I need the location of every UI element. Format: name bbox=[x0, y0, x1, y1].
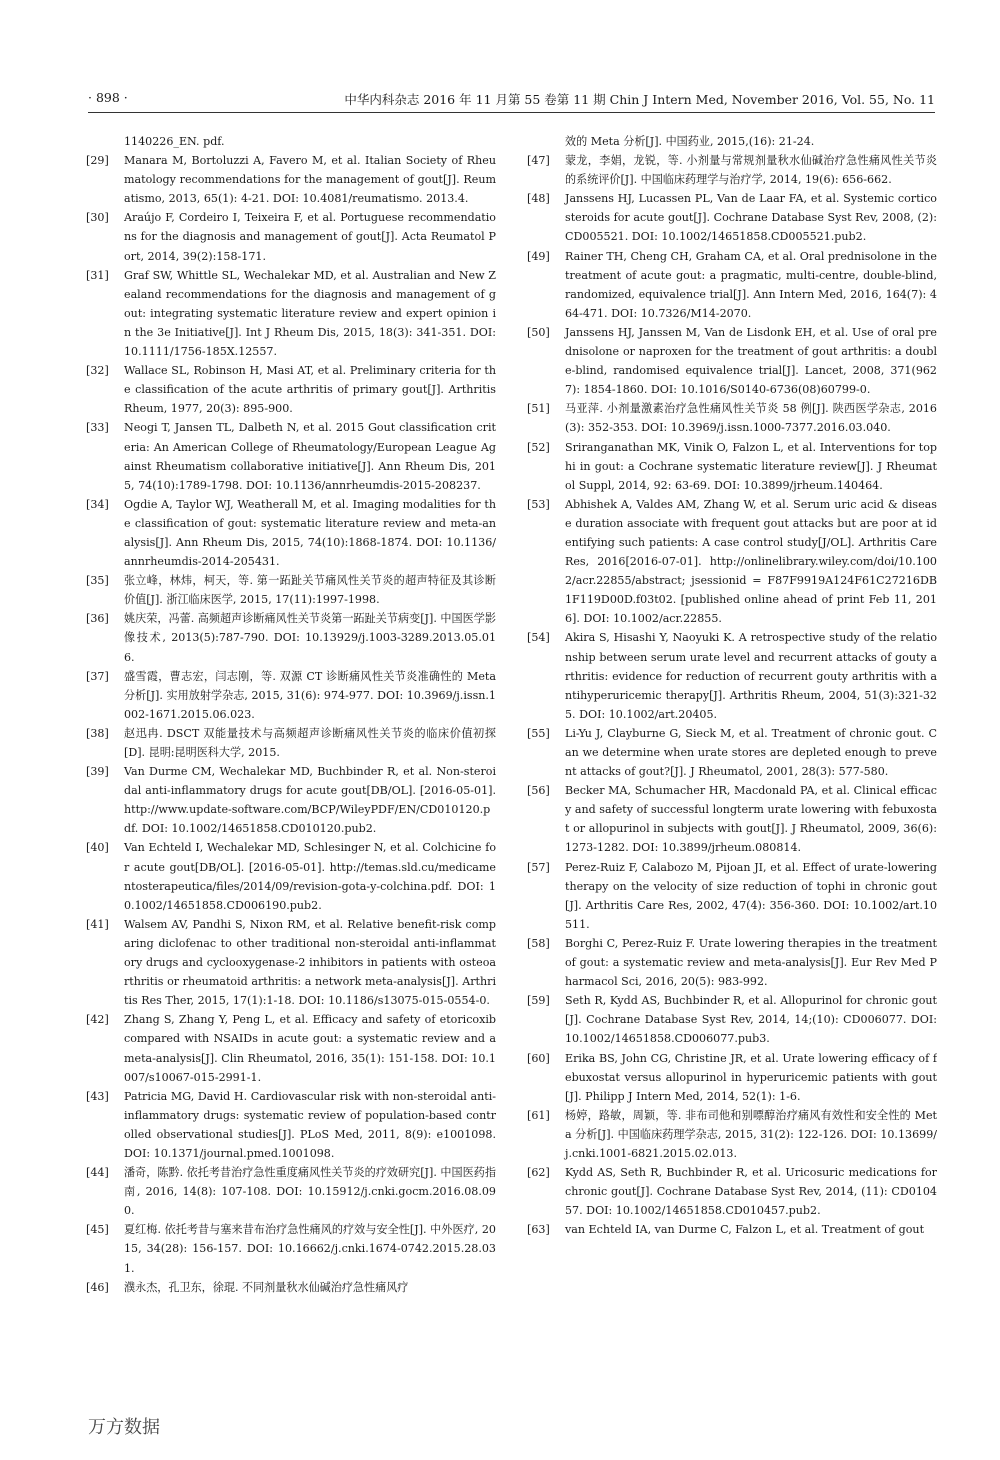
reference-number: [48] bbox=[527, 192, 550, 206]
reference-text: 赵迅冉. DSCT 双能量技术与高频超声诊断痛风性关节炎的临床价值初探[D]. 昆明:昆明医科大学, 2015. bbox=[124, 726, 496, 759]
reference-number: [34] bbox=[86, 497, 109, 511]
reference-item bbox=[527, 399, 937, 437]
reference-item bbox=[86, 1278, 496, 1297]
reference-number: [53] bbox=[527, 497, 550, 511]
reference-text: Seth R, Kydd AS, Buchbinder R, et al. Allopurinol for chronic gout[J]. Cochrane Database Syst Rev, 2014, 14;(10): CD006077. DOI: 10.1002/14651858.CD006077.pub3. bbox=[565, 994, 937, 1046]
reference-item bbox=[86, 208, 496, 265]
reference-text: 蒙龙，李娟，龙锐，等. 小剂量与常规剂量秋水仙碱治疗急性痛风性关节炎的系统评价[J]. 中国临床药理学与治疗学, 2014, 19(6): 656-662. bbox=[565, 154, 937, 187]
journal-citation-header: 中华内科杂志 2016 年 11 月第 55 卷第 11 期 Chin J Intern Med, November 2016, Vol. 55, No. 11 bbox=[344, 92, 935, 107]
left-reference-column bbox=[86, 132, 496, 1382]
reference-item bbox=[527, 724, 937, 781]
reference-text: Ogdie A, Taylor WJ, Weatherall M, et al. Imaging modalities for the classification of gout: systematic literature review and meta-analysis[J]. Ann Rheum Dis, 2015, 74(10):1868-1874. DOI: 10.1136/annrheumdis-2014-205431. bbox=[124, 497, 496, 569]
reference-text: Kydd AS, Seth R, Buchbinder R, et al. Uricosuric medications for chronic gout[J]. Cochrane Database Syst Rev, 2014, (11): CD010457. DOI: 10.1002/14651858.CD010457.pub2. bbox=[565, 1166, 937, 1218]
reference-text: 夏红梅. 依托考昔与塞来昔布治疗急性痛风的疗效与安全性[J]. 中外医疗, 2015, 34(28): 156-157. DOI: 10.16662/j.cnki.1674-0742.2015.28.031. bbox=[124, 1223, 496, 1275]
reference-text: Becker MA, Schumacher HR, Macdonald PA, et al. Clinical efficacy and safety of successful longterm urate lowering with febuxostat or allopurinol in subjects with gout[J]. J Rheumatol, 2009, 36(6): 1273-1282. DOI: 10.3899/jrheum.080814. bbox=[565, 784, 937, 855]
right-reference-column bbox=[527, 132, 937, 1382]
page-header bbox=[88, 90, 935, 112]
reference-number: [29] bbox=[86, 154, 109, 168]
reference-number: [45] bbox=[86, 1223, 109, 1237]
reference-item bbox=[527, 991, 937, 1048]
reference-text: Janssens HJ, Janssen M, Van de Lisdonk EH, et al. Use of oral prednisolone or naproxen for the treatment of gout arthritis: a double-blind, randomised equivalence trial[J]. Lancet, 2008, 371(9627): 1854-1860. DOI: 10.1016/S0140-6736(08)60799-0. bbox=[565, 325, 937, 397]
reference-text: Graf SW, Whittle SL, Wechalekar MD, et al. Australian and New Zealand recommendations for the diagnosis and management of gout: integrating systematic literature review and expert opinion in the 3e Initiative[J]. Int J Rheum Dis, 2015, 18(3): 341-351. DOI: 10.1111/1756-185X.12557. bbox=[124, 268, 496, 359]
reference-item bbox=[527, 1106, 937, 1163]
reference-text: Perez-Ruiz F, Calabozo M, Pijoan JI, et al. Effect of urate-lowering therapy on the velocity of size reduction of tophi in chronic gout[J]. Arthritis Care Res, 2002, 47(4): 356-360. DOI: 10.1002/art.10511. bbox=[565, 860, 937, 931]
reference-item bbox=[527, 628, 937, 723]
reference-item bbox=[86, 838, 496, 914]
reference-number: [33] bbox=[86, 421, 109, 435]
reference-number: [58] bbox=[527, 936, 550, 950]
reference-text: Akira S, Hisashi Y, Naoyuki K. A retrospective study of the relationship between serum urate level and recurrent attacks of gouty arthritis: evidence for reduction of recurrent gouty arthritis with antihyperuricemic therapy[J]. Arthritis Rheum, 2004, 51(3):321-325. DOI: 10.1002/art.20405. bbox=[565, 631, 937, 721]
reference-number: [54] bbox=[527, 631, 550, 645]
reference-item bbox=[86, 418, 496, 494]
reference-number: [32] bbox=[86, 364, 109, 378]
reference-item bbox=[86, 1087, 496, 1163]
reference-number: [62] bbox=[527, 1166, 550, 1180]
reference-text: Patricia MG, David H. Cardiovascular risk with non-steroidal anti-inflammatory drugs: systematic review of population-based controlled observational studies[J]. PLoS Med, 2011, 8(9): e1001098. DOI: 10.1371/journal.pmed.1001098. bbox=[124, 1089, 496, 1160]
reference-item bbox=[86, 266, 496, 361]
reference-text: 杨婷，路敏，周颖，等. 非布司他和别嘌醇治疗痛风有效性和安全性的 Meta 分析[J]. 中国临床药理学杂志, 2015, 31(2): 122-126. DOI: 10.13699/j.cnki.1001-6821.2015.02.013. bbox=[565, 1108, 937, 1160]
wanfang-watermark: 万方数据 bbox=[88, 1417, 160, 1438]
reference-item bbox=[86, 571, 496, 609]
reference-continuation: 1140226_EN. pdf. bbox=[124, 135, 225, 148]
reference-continuation: 效的 Meta 分析[J]. 中国药业, 2015,(16): 21-24. bbox=[565, 135, 815, 148]
reference-number: [57] bbox=[527, 860, 550, 874]
reference-item bbox=[527, 858, 937, 934]
reference-number: [52] bbox=[527, 440, 550, 454]
reference-number: [60] bbox=[527, 1051, 550, 1065]
reference-item bbox=[527, 189, 937, 246]
reference-number: [42] bbox=[86, 1013, 109, 1027]
reference-text: Janssens HJ, Lucassen PL, Van de Laar FA, et al. Systemic corticosteroids for acute gout[J]. Cochrane Database Syst Rev, 2008, (2): CD005521. DOI: 10.1002/14651858.CD005521.pub2. bbox=[565, 192, 937, 244]
reference-item bbox=[527, 1220, 937, 1239]
reference-number: [50] bbox=[527, 325, 550, 339]
reference-item bbox=[527, 247, 937, 323]
reference-text: Araújo F, Cordeiro I, Teixeira F, et al. Portuguese recommendations for the diagnosis and management of gout[J]. Acta Reumatol Port, 2014, 39(2):158-171. bbox=[124, 211, 496, 263]
reference-item bbox=[86, 915, 496, 1010]
reference-item bbox=[86, 762, 496, 838]
reference-text: Manara M, Bortoluzzi A, Favero M, et al. Italian Society of Rheumatology recommendations for the management of gout[J]. Reumatismo, 2013, 65(1): 4-21. DOI: 10.4081/reumatismo. 2013.4. bbox=[124, 154, 496, 206]
reference-item bbox=[86, 495, 496, 571]
reference-text: Sriranganathan MK, Vinik O, Falzon L, et al. Interventions for tophi in gout: a Cochrane systematic literature review[J]. J Rheumatol Suppl, 2014, 92: 63-69. DOI: 10.3899/jrheum.140464. bbox=[565, 440, 937, 492]
reference-item bbox=[86, 609, 496, 666]
reference-item bbox=[86, 361, 496, 418]
reference-number: [39] bbox=[86, 765, 109, 779]
reference-text: Van Durme CM, Wechalekar MD, Buchbinder R, et al. Non-steroidal anti-inflammatory drugs for acute gout[DB/OL]. [2016-05-01]. http://www.update-software.com/BCP/WileyPDF/EN/CD010120.pdf. DOI: 10.1002/14651858.CD010120.pub2. bbox=[124, 765, 496, 836]
reference-number: [49] bbox=[527, 249, 550, 263]
reference-number: [41] bbox=[86, 917, 109, 931]
page-number: · 898 · bbox=[88, 90, 128, 105]
reference-item bbox=[527, 495, 937, 629]
reference-number: [63] bbox=[527, 1223, 550, 1237]
reference-number: [51] bbox=[527, 402, 550, 416]
reference-number: [38] bbox=[86, 726, 109, 740]
reference-number: [30] bbox=[86, 211, 109, 225]
reference-text: van Echteld IA, van Durme C, Falzon L, et al. Treatment of gout bbox=[565, 1223, 925, 1237]
reference-number: [47] bbox=[527, 154, 550, 168]
reference-number: [59] bbox=[527, 994, 550, 1008]
reference-text: Neogi T, Jansen TL, Dalbeth N, et al. 2015 Gout classification criteria: An American College of Rheumatology/European League Against Rheumatism collaborative initiative[J]. Ann Rheum Dis, 2015, 74(10):1789-1798. DOI: 10.1136/annrheumdis-2015-208237. bbox=[124, 421, 496, 492]
reference-item bbox=[86, 1220, 496, 1277]
reference-number: [56] bbox=[527, 784, 550, 798]
reference-text: Abhishek A, Valdes AM, Zhang W, et al. Serum uric acid & disease duration associate with frequent gout attacks but are poor at identifying such patients: A case control study[J/OL]. Arthritis Care Res, 2016[2016-07-01]. http://onlinelibrary.wiley.com/doi/10.1002/acr.22855/abstract; jsessionid = F87F9919A124F61C27216DB1F119D00D.f03t02. [published online ahead of print Feb 11, 2016]. DOI: 10.1002/acr.22855. bbox=[565, 497, 937, 626]
reference-text: 盛雪霞，曹志宏，闫志刚，等. 双源 CT 诊断痛风性关节炎准确性的 Meta 分析[J]. 实用放射学杂志, 2015, 31(6): 974-977. DOI: 10.3969/j.issn.1002-1671.2015.06.023. bbox=[124, 669, 496, 721]
reference-text: Wallace SL, Robinson H, Masi AT, et al. Preliminary criteria for the classification of the acute arthritis of primary gout[J]. Arthritis Rheum, 1977, 20(3): 895-900. bbox=[124, 364, 496, 416]
reference-number: [43] bbox=[86, 1089, 109, 1103]
reference-text: 张立峰，林炜，柯天，等. 第一跖趾关节痛风性关节炎的超声特征及其诊断价值[J]. 浙江临床医学, 2015, 17(11):1997-1998. bbox=[124, 574, 496, 607]
reference-text: 马亚萍. 小剂量激素治疗急性痛风性关节炎 58 例[J]. 陕西医学杂志, 2016(3): 352-353. DOI: 10.3969/j.issn.1000-7377.2016.03.040. bbox=[565, 402, 937, 435]
reference-item bbox=[86, 1010, 496, 1086]
reference-text: Walsem AV, Pandhi S, Nixon RM, et al. Relative benefit-risk comparing diclofenac to other traditional non-steroidal anti-inflammatory drugs and cyclooxygenase-2 inhibitors in patients with osteoarthritis or rheumatoid arthritis: a network meta-analysis[J]. Arthritis Res Ther, 2015, 17(1):1-18. DOI: 10.1186/s13075-015-0554-0. bbox=[124, 917, 496, 1008]
reference-number: [40] bbox=[86, 841, 109, 855]
reference-number: [46] bbox=[86, 1280, 109, 1294]
reference-item bbox=[527, 1049, 937, 1106]
reference-item bbox=[86, 667, 496, 724]
reference-item bbox=[86, 1163, 496, 1220]
reference-text: 潘奇，陈黔. 依托考昔治疗急性重度痛风性关节炎的疗效研究[J]. 中国医药指南, 2016, 14(8): 107-108. DOI: 10.15912/j.cnki.gocm.2016.08.090. bbox=[124, 1166, 496, 1218]
reference-item bbox=[527, 781, 937, 857]
reference-number: [37] bbox=[86, 669, 109, 683]
reference-item bbox=[86, 724, 496, 762]
reference-number: [44] bbox=[86, 1166, 109, 1180]
reference-text: Erika BS, John CG, Christine JR, et al. Urate lowering efficacy of febuxostat versus allopurinol in hyperuricemic patients with gout[J]. Philipp J Intern Med, 2014, 52(1): 1-6. bbox=[565, 1051, 937, 1103]
reference-number: [31] bbox=[86, 268, 109, 282]
reference-item bbox=[527, 1163, 937, 1220]
reference-item bbox=[527, 151, 937, 189]
reference-text: Van Echteld I, Wechalekar MD, Schlesinger N, et al. Colchicine for acute gout[DB/OL]. [2016-05-01]. http://temas.sld.cu/medicamentosterapeutica/files/2014/09/revision-gota-y-colchina.pdf. DOI: 10.1002/14651858.CD006190.pub2. bbox=[124, 841, 496, 912]
reference-item bbox=[527, 323, 937, 399]
reference-number: [35] bbox=[86, 574, 109, 588]
header-rule bbox=[88, 112, 935, 113]
reference-item bbox=[86, 151, 496, 208]
reference-item bbox=[527, 934, 937, 991]
reference-text: 濮永杰，孔卫东，徐琨. 不同剂量秋水仙碱治疗急性痛风疗 bbox=[124, 1280, 409, 1294]
reference-number: [36] bbox=[86, 612, 109, 626]
reference-number: [55] bbox=[527, 726, 550, 740]
reference-item bbox=[527, 438, 937, 495]
reference-text: Zhang S, Zhang Y, Peng L, et al. Efficacy and safety of etoricoxib compared with NSAIDs in acute gout: a systematic review and a meta-analysis[J]. Clin Rheumatol, 2016, 35(1): 151-158. DOI: 10.1007/s10067-015-2991-1. bbox=[124, 1013, 496, 1084]
reference-text: 姚庆荣，冯蕾. 高频超声诊断痛风性关节炎第一跖趾关节病变[J]. 中国医学影像技术, 2013(5):787-790. DOI: 10.13929/j.1003-3289.2013.05.016. bbox=[124, 612, 496, 664]
reference-number: [61] bbox=[527, 1108, 550, 1122]
reference-text: Borghi C, Perez-Ruiz F. Urate lowering therapies in the treatment of gout: a systematic review and meta-analysis[J]. Eur Rev Med Pharmacol Sci, 2016, 20(5): 983-992. bbox=[565, 936, 937, 989]
reference-text: Li-Yu J, Clayburne G, Sieck M, et al. Treatment of chronic gout. Can we determine when urate stores are depleted enough to prevent attacks of gout?[J]. J Rheumatol, 2001, 28(3): 577-580. bbox=[565, 726, 937, 779]
reference-text: Rainer TH, Cheng CH, Graham CA, et al. Oral prednisolone in the treatment of acute gout: a pragmatic, multi-centre, double-blind, randomized, equivalence trial[J]. Ann Intern Med, 2016, 164(7): 464-471. DOI: 10.7326/M14-2070. bbox=[565, 249, 937, 320]
